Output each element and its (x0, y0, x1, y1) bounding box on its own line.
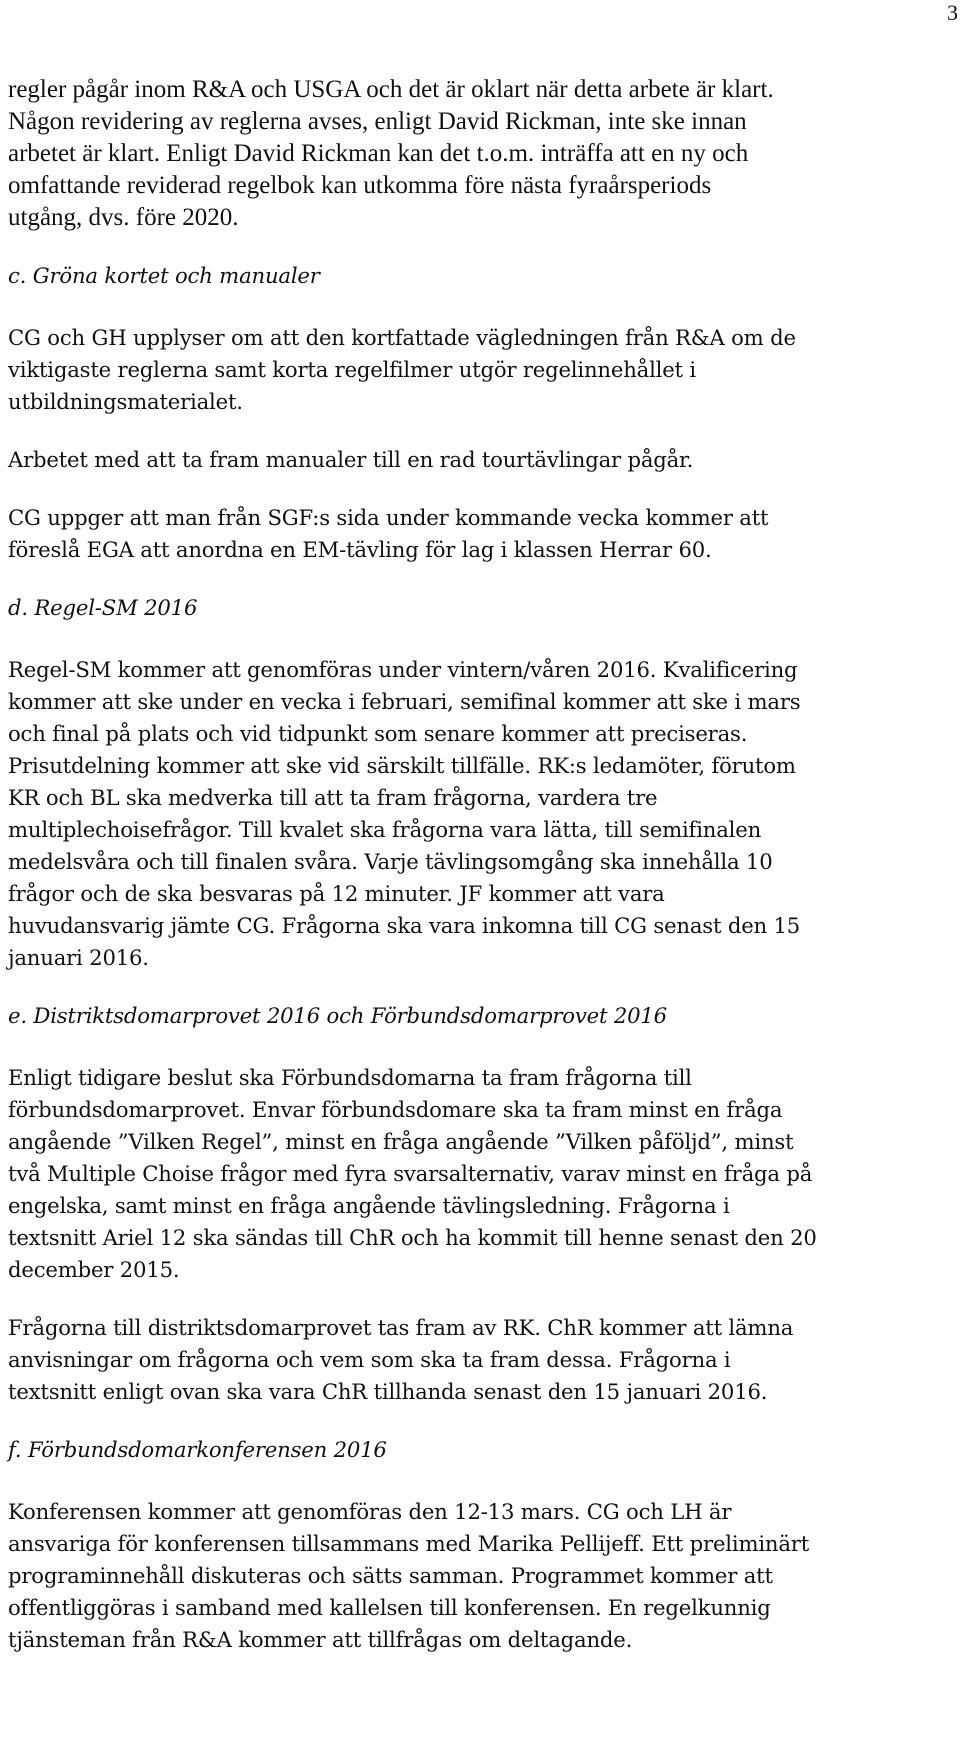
text-line: arbetet är klart. Enligt David Rickman kan det t.o.m. inträffa att en ny och (8, 140, 749, 167)
text-line: CG uppger att man från SGF:s sida under kommande vecka kommer att (8, 505, 769, 530)
text-line: och final på plats och vid tidpunkt som senare kommer att preciseras. (8, 721, 748, 746)
section-f-paragraph-1 (8, 1496, 956, 1656)
page-number: 3 (947, 0, 958, 25)
section-c-heading: c. Gröna kortet och manualer (8, 263, 320, 288)
text-line: huvudansvarig jämte CG. Frågorna ska vara inkomna till CG senast den 15 (8, 913, 801, 938)
section-c-paragraph-3 (8, 502, 956, 566)
section-e-paragraph-1 (8, 1062, 956, 1286)
text-line: Frågorna till distriktsdomarprovet tas fram av RK. ChR kommer att lämna (8, 1315, 794, 1340)
text-line: regler pågår inom R&A och USGA och det är oklart när detta arbete är klart. (8, 76, 774, 103)
section-c-paragraph-2 (8, 444, 956, 476)
text-line: Konferensen kommer att genomföras den 12-13 mars. CG och LH är (8, 1499, 732, 1524)
text-line: medelsvåra och till finalen svåra. Varje tävlingsomgång ska innehålla 10 (8, 849, 773, 874)
text-line: ansvariga för konferensen tillsammans med Marika Pellijeff. Ett preliminärt (8, 1531, 810, 1556)
text-line: multiplechoisefrågor. Till kvalet ska frågorna vara lätta, till semifinalen (8, 817, 762, 842)
intro-paragraph (8, 74, 956, 234)
text-line: engelska, samt minst en fråga angående tävlingsledning. Frågorna i (8, 1193, 730, 1218)
text-line: textsnitt Ariel 12 ska sändas till ChR och ha kommit till henne senast den 20 (8, 1225, 817, 1250)
text-line: viktigaste reglerna samt korta regelfilmer utgör regelinnehållet i (8, 357, 696, 382)
text-line: KR och BL ska medverka till att ta fram frågorna, vardera tre (8, 785, 658, 810)
text-line: föreslå EGA att anordna en EM-tävling för lag i klassen Herrar 60. (8, 537, 712, 562)
text-line: Prisutdelning kommer att ske vid särskilt tillfälle. RK:s ledamöter, förutom (8, 753, 796, 778)
section-d-heading: d. Regel-SM 2016 (8, 595, 198, 620)
text-line: januari 2016. (8, 945, 149, 970)
text-line: december 2015. (8, 1257, 180, 1282)
text-line: förbundsdomarprovet. Envar förbundsdomare ska ta fram minst en fråga (8, 1097, 783, 1122)
text-line: tjänsteman från R&A kommer att tillfrågas om deltagande. (8, 1627, 633, 1652)
text-line: utgång, dvs. före 2020. (8, 204, 239, 231)
section-e-paragraph-2 (8, 1312, 956, 1408)
text-line: Enligt tidigare beslut ska Förbundsdomarna ta fram frågorna till (8, 1065, 692, 1090)
text-line: omfattande reviderad regelbok kan utkomma före nästa fyraårsperiods (8, 172, 712, 199)
text-line: anvisningar om frågorna och vem som ska ta fram dessa. Frågorna i (8, 1347, 731, 1372)
text-line: angående ”Vilken Regel”, minst en fråga angående ”Vilken påföljd”, minst (8, 1129, 794, 1154)
text-line: kommer att ske under en vecka i februari, semifinal kommer att ske i mars (8, 689, 801, 714)
section-d-paragraph-1 (8, 654, 956, 974)
text-line: utbildningsmaterialet. (8, 389, 243, 414)
page-content (8, 74, 956, 1656)
section-c-paragraph-1 (8, 322, 956, 418)
text-line: Regel-SM kommer att genomföras under vintern/våren 2016. Kvalificering (8, 657, 798, 682)
text-line: textsnitt enligt ovan ska vara ChR tillhanda senast den 15 januari 2016. (8, 1379, 768, 1404)
text-line: programinnehåll diskuteras och sätts samman. Programmet kommer att (8, 1563, 773, 1588)
text-line: CG och GH upplyser om att den kortfattade vägledningen från R&A om de (8, 325, 796, 350)
text-line: två Multiple Choise frågor med fyra svarsalternativ, varav minst en fråga på (8, 1161, 813, 1186)
text-line: offentliggöras i samband med kallelsen till konferensen. En regelkunnig (8, 1595, 771, 1620)
section-f-heading: f. Förbundsdomarkonferensen 2016 (8, 1437, 387, 1462)
section-e-heading: e. Distriktsdomarprovet 2016 och Förbundsdomarprovet 2016 (8, 1003, 667, 1028)
text-line: frågor och de ska besvaras på 12 minuter. JF kommer att vara (8, 881, 665, 906)
text-line: Arbetet med att ta fram manualer till en rad tourtävlingar pågår. (8, 447, 694, 472)
text-line: Någon revidering av reglerna avses, enligt David Rickman, inte ske innan (8, 108, 747, 135)
